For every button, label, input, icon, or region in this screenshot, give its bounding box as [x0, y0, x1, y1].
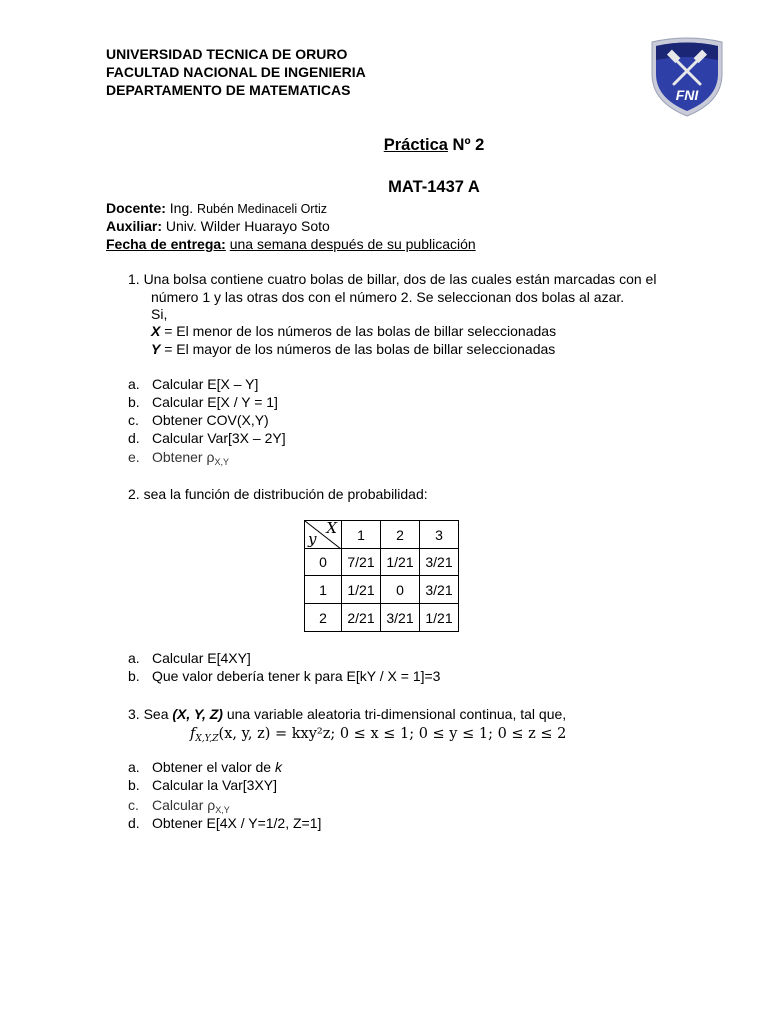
practice-label: Práctica — [383, 136, 448, 154]
fni-shield-logo — [646, 36, 728, 118]
p1-y-definition — [151, 340, 555, 358]
probability-table — [304, 520, 459, 632]
p3-items: a. Obtener el valor de k b. Calcular la Var[3XY] c. Calcular $\rho_{X,Y}$ d. Obtener E[4X / Y=1/2, Z=1] — [128, 759, 322, 831]
table-cell: 3/21 — [381, 604, 420, 632]
x-def-s: s — [366, 323, 374, 339]
docente-label: Docente: — [106, 200, 166, 216]
corner-y-label: y — [308, 530, 317, 548]
docente-name: Rubén Medinaceli Ortiz — [197, 202, 327, 216]
faculty-name: FACULTAD NACIONAL DE INGENIERIA — [106, 64, 366, 80]
density-formula: $f_{X,Y,Z}(x$, y, z) = kxy²z; 0 ≤ x ≤ 1; 0 ≤ y ≤ 1; 0 ≤ z ≤ 2 — [190, 726, 567, 744]
table-row — [305, 576, 459, 604]
docente-line — [106, 199, 327, 218]
column-header: 1 — [342, 521, 381, 549]
practice-title — [0, 136, 768, 155]
p1-x-definition — [151, 322, 556, 340]
table-cell: 0 — [381, 576, 420, 604]
course-code: MAT-1437 A — [388, 178, 480, 196]
row-header: 0 — [305, 549, 342, 576]
table-row — [305, 604, 459, 632]
x-def-a: = El menor de los números de la — [164, 323, 367, 339]
column-header: 3 — [420, 521, 459, 549]
column-header: 2 — [381, 521, 420, 549]
row-header: 2 — [305, 604, 342, 632]
table-cell: 1/21 — [420, 604, 459, 632]
auxiliar-label: Auxiliar: — [106, 218, 163, 234]
table-cell: 1/21 — [381, 549, 420, 576]
auxiliar-name: Univ. Wilder Huarayo Soto — [165, 218, 330, 234]
p1-line3: Si, — [151, 306, 168, 322]
table-cell: 1/21 — [342, 576, 381, 604]
p1-line1: 1. Una bolsa contiene cuatro bolas de billar, dos de las cuales están marcadas con el — [128, 271, 657, 287]
fecha-label: Fecha de entrega: — [106, 236, 226, 252]
table-row — [305, 549, 459, 576]
practice-number: Nº 2 — [452, 136, 485, 154]
p1-line2: número 1 y las otras dos con el número 2. Se seleccionan dos bolas al azar. — [151, 289, 625, 305]
x-variable: X — [151, 323, 161, 339]
table-corner-cell — [305, 521, 342, 549]
row-header: 1 — [305, 576, 342, 604]
table-cell: 3/21 — [420, 576, 459, 604]
x-def-b: bolas de billar seleccionadas — [377, 323, 557, 339]
p3-intro: 3. Sea (X, Y, Z) una variable aleatoria tri-dimensional continua, tal que, — [128, 706, 567, 722]
p3-variables: (X, Y, Z) — [172, 706, 223, 722]
table-cell: 3/21 — [420, 549, 459, 576]
y-def: = El mayor de los números de las bolas de billar seleccionadas — [164, 341, 556, 357]
table-cell: 7/21 — [342, 549, 381, 576]
department-name: DEPARTAMENTO DE MATEMATICAS — [106, 82, 351, 98]
logo-text: FNI — [675, 87, 699, 103]
corner-x-label: X — [326, 519, 337, 537]
table-cell: 2/21 — [342, 604, 381, 632]
p1-items: a. Calcular E[X – Y] b. Calcular E[X / Y = 1] c. Obtener COV(X,Y) d. Calcular Var[3X – 2Y] e. Obtener $\rho_{X,Y}$ — [128, 376, 286, 467]
university-name: UNIVERSIDAD TECNICA DE ORURO — [106, 46, 348, 62]
p2-intro: 2. sea la función de distribución de probabilidad: — [128, 486, 428, 502]
p2-items: a. Calcular E[4XY] b. Que valor debería tener k para E[kY / X = 1]=3 — [128, 650, 441, 684]
fecha-value: una semana después de su publicación — [229, 236, 476, 252]
docente-title: Ing. — [169, 200, 194, 216]
auxiliar-line — [106, 217, 330, 235]
fecha-line — [106, 235, 476, 253]
y-variable: Y — [151, 341, 161, 357]
